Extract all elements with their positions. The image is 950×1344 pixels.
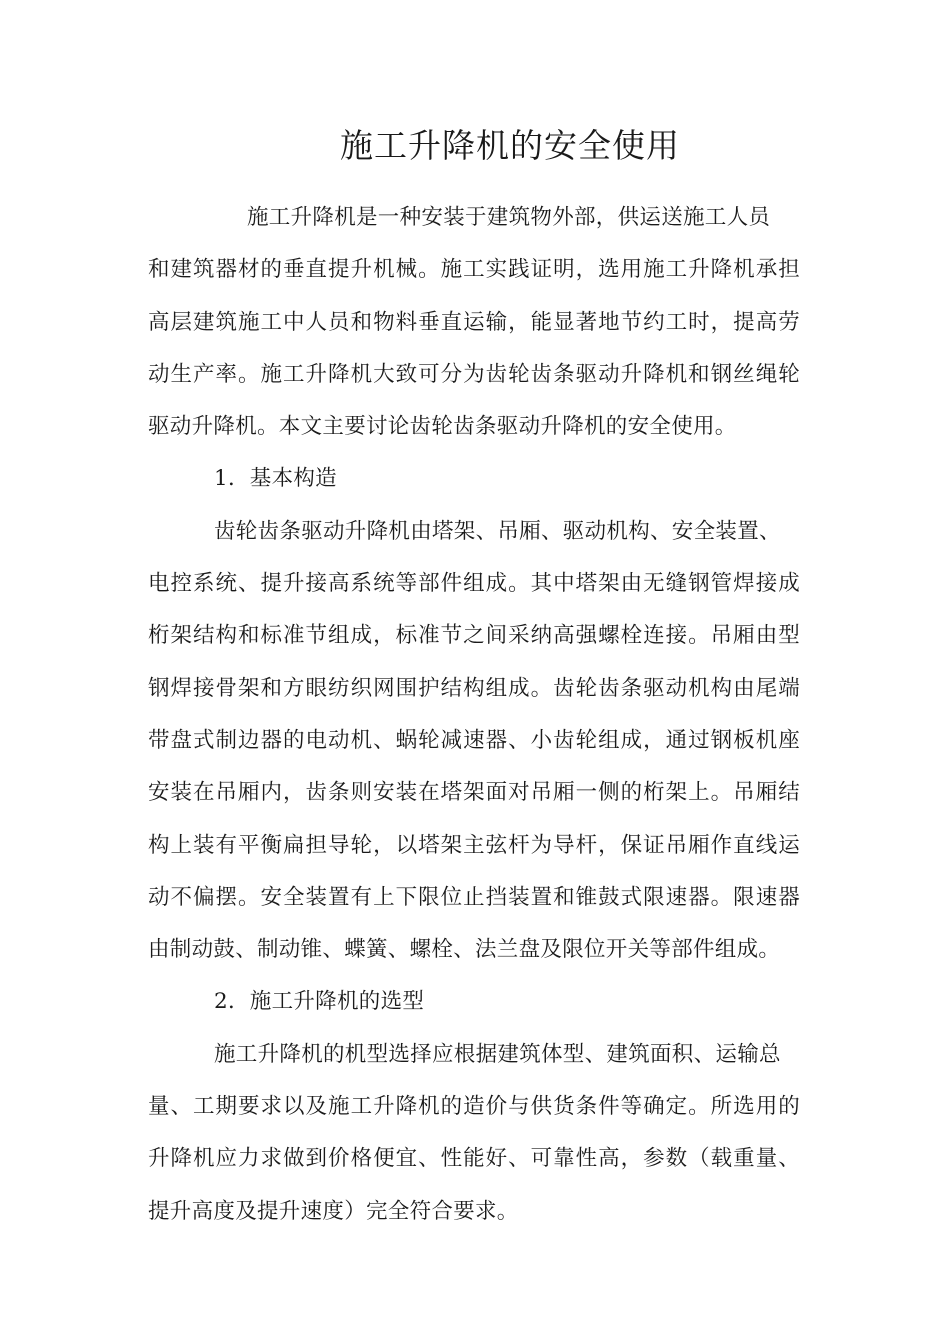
text-line: 构上装有平衡扁担导轮，以塔架主弦杆为导杆，保证吊厢作直线运 [148, 832, 800, 858]
text-line: 高层建筑施工中人员和物料垂直运输，能显著地节约工时，提高劳 [148, 309, 800, 335]
document-title: 施工升降机的安全使用 [340, 126, 680, 165]
text-line: 安装在吊厢内，齿条则安装在塔架面对吊厢一侧的桁架上。吊厢结 [148, 780, 800, 806]
text-line: 量、工期要求以及施工升降机的造价与供货条件等确定。所选用的 [148, 1094, 800, 1120]
text-line: 齿轮齿条驱动升降机由塔架、吊厢、驱动机构、安全装置、 [214, 518, 781, 544]
text-line: 提升高度及提升速度）完全符合要求。 [148, 1198, 519, 1224]
text-line: 电控系统、提升接高系统等部件组成。其中塔架由无缝钢管焊接成 [148, 571, 800, 597]
text-line: 驱动升降机。本文主要讨论齿轮齿条驱动升降机的安全使用。 [148, 414, 737, 440]
text-line: 和建筑器材的垂直提升机械。施工实践证明，选用施工升降机承担 [148, 257, 800, 283]
text-line: 施工升降机是一种安装于建筑物外部，供运送施工人员 [247, 205, 771, 230]
text-line: 桁架结构和标准节组成，标准节之间采纳高强螺栓连接。吊厢由型 [148, 623, 800, 649]
section-heading: 1．基本构造 [214, 466, 337, 492]
text-line: 动不偏摆。安全装置有上下限位止挡装置和锥鼓式限速器。限速器 [148, 884, 800, 910]
document-body [148, 192, 800, 1238]
text-line: 动生产率。施工升降机大致可分为齿轮齿条驱动升降机和钢丝绳轮 [148, 361, 800, 387]
section-heading: 2．施工升降机的选型 [214, 989, 425, 1015]
text-line: 钢焊接骨架和方眼纺织网围护结构组成。齿轮齿条驱动机构由尾端 [148, 675, 800, 701]
text-line: 由制动鼓、制动锥、蝶簧、螺栓、法兰盘及限位开关等部件组成。 [148, 937, 781, 963]
text-line: 升降机应力求做到价格便宜、性能好、可靠性高，参数（载重量、 [148, 1146, 800, 1172]
text-line: 施工升降机的机型选择应根据建筑体型、建筑面积、运输总 [214, 1041, 781, 1067]
text-line: 带盘式制边器的电动机、蜗轮减速器、小齿轮组成，通过钢板机座 [148, 727, 800, 753]
